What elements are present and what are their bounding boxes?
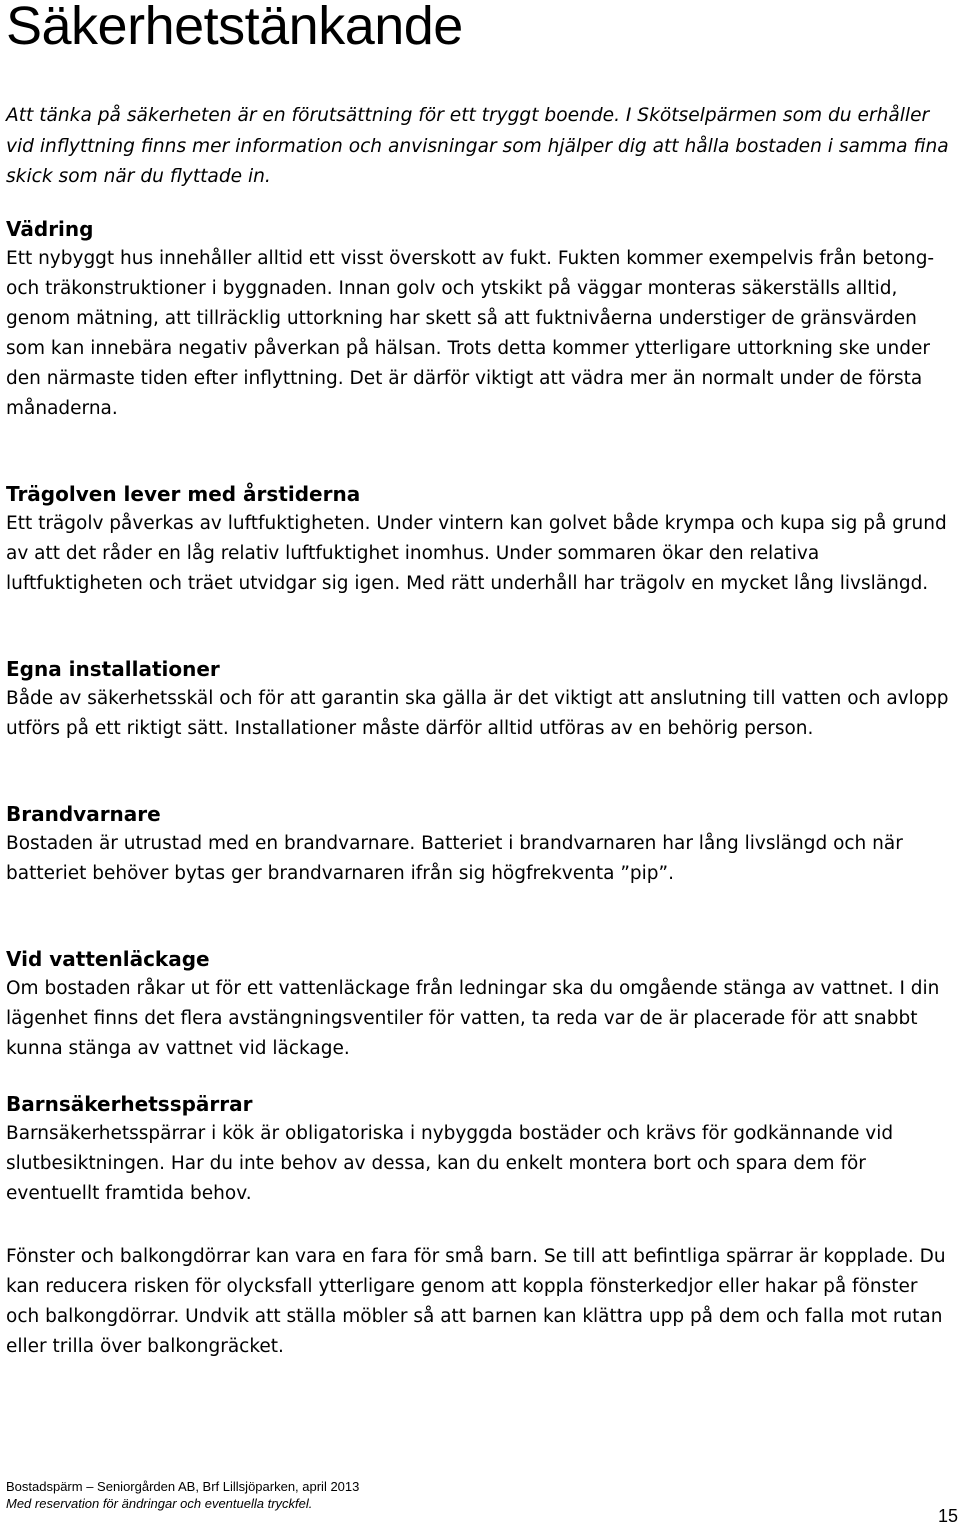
section-heading: Barnsäkerhetsspärrar <box>6 1092 253 1116</box>
intro-text: Att tänka på säkerheten är en förutsättning för ett tryggt boende. I Skötselpärmen som du erhåller vid inflyttning finns mer information och anvisningar som hjälper dig att hålla bostaden i samma fina skick som när du flyttade in. <box>6 105 949 187</box>
page-number: 15 <box>938 1506 959 1526</box>
section-vattenlackage <box>6 944 956 1064</box>
section-heading: Vid vattenläckage <box>6 947 210 971</box>
section-paragraph: Ett nybyggt hus innehåller alltid ett visst överskott av fukt. Fukten kommer exempelvis från betong- och träkonstruktioner i byggnaden. Innan golv och ytskikt på väggar monteras säkerställs alltid, genom mätning, att tillräcklig uttorkning har skett så att fuktnivåerna understiger de gränsvärden som kan innebära negativ påverkan på hälsan. Trots detta kommer ytterligare uttorkning ske under den närmaste tiden efter inflyttning. Det är därför viktigt att vädra mer än normalt under de första månaderna. <box>6 248 935 419</box>
section-paragraph: Om bostaden råkar ut för ett vattenläckage från ledningar ska du omgående stänga av vattnet. I din lägenhet finns det flera avstängningsventiler för vatten, ta reda var de är placerade för att snabbt kunna stänga av vattnet vid läckage. <box>6 978 940 1059</box>
section-paragraph: Barnsäkerhetsspärrar i kök är obligatoriska i nybyggda bostäder och krävs för godkännande vid slutbesiktningen. Har du inte behov av dessa, kan du enkelt montera bort och spara dem för eventuellt framtida behov. <box>6 1123 894 1204</box>
section-barnsakerhetssparrar <box>6 1089 956 1209</box>
section-vadring <box>6 214 956 424</box>
section-egna-installationer <box>6 654 956 744</box>
section-heading: Vädring <box>6 217 94 241</box>
section-heading: Brandvarnare <box>6 802 161 826</box>
footer-disclaimer: Med reservation för ändringar och eventuella tryckfel. <box>6 1496 313 1511</box>
section-brandvarnare <box>6 799 956 889</box>
section-tragolv <box>6 479 956 599</box>
section-heading: Egna installationer <box>6 657 220 681</box>
page-footer <box>6 1478 359 1512</box>
section-paragraph: Både av säkerhetsskäl och för att garantin ska gälla är det viktigt att anslutning till vatten och avlopp utförs på ett riktigt sätt. Installationer måste därför alltid utföras av en behörig person. <box>6 688 949 739</box>
section-paragraph: Bostaden är utrustad med en brandvarnare. Batteriet i brandvarnaren har lång livslängd och när batteriet behöver bytas ger brandvarnaren ifrån sig högfrekventa ”pip”. <box>6 833 903 884</box>
section-heading: Trägolven lever med årstiderna <box>6 482 361 506</box>
section-paragraph: Ett trägolv påverkas av luftfuktigheten. Under vintern kan golvet både krympa och kupa sig på grund av att det råder en låg relativ luftfuktighet inomhus. Under sommaren ökar den relativa luftfuktigheten och träet utvidgar sig igen. Med rätt underhåll har trägolv en mycket lång livslängd. <box>6 513 947 594</box>
section-paragraph: Fönster och balkongdörrar kan vara en fara för små barn. Se till att befintliga spärrar är kopplade. Du kan reducera risken för olycksfall ytterligare genom att koppla fönsterkedjor eller hakar på fönster och balkongdörrar. Undvik att ställa möbler så att barnen kan klättra upp på dem och falla mot rutan eller trilla över balkongräcket. <box>6 1246 946 1357</box>
page-title: Säkerhetstänkande <box>6 0 463 56</box>
footer-document-info: Bostadspärm – Seniorgården AB, Brf Lillsjöparken, april 2013 <box>6 1479 360 1494</box>
section-barnsakerhet-fonster <box>6 1242 956 1362</box>
